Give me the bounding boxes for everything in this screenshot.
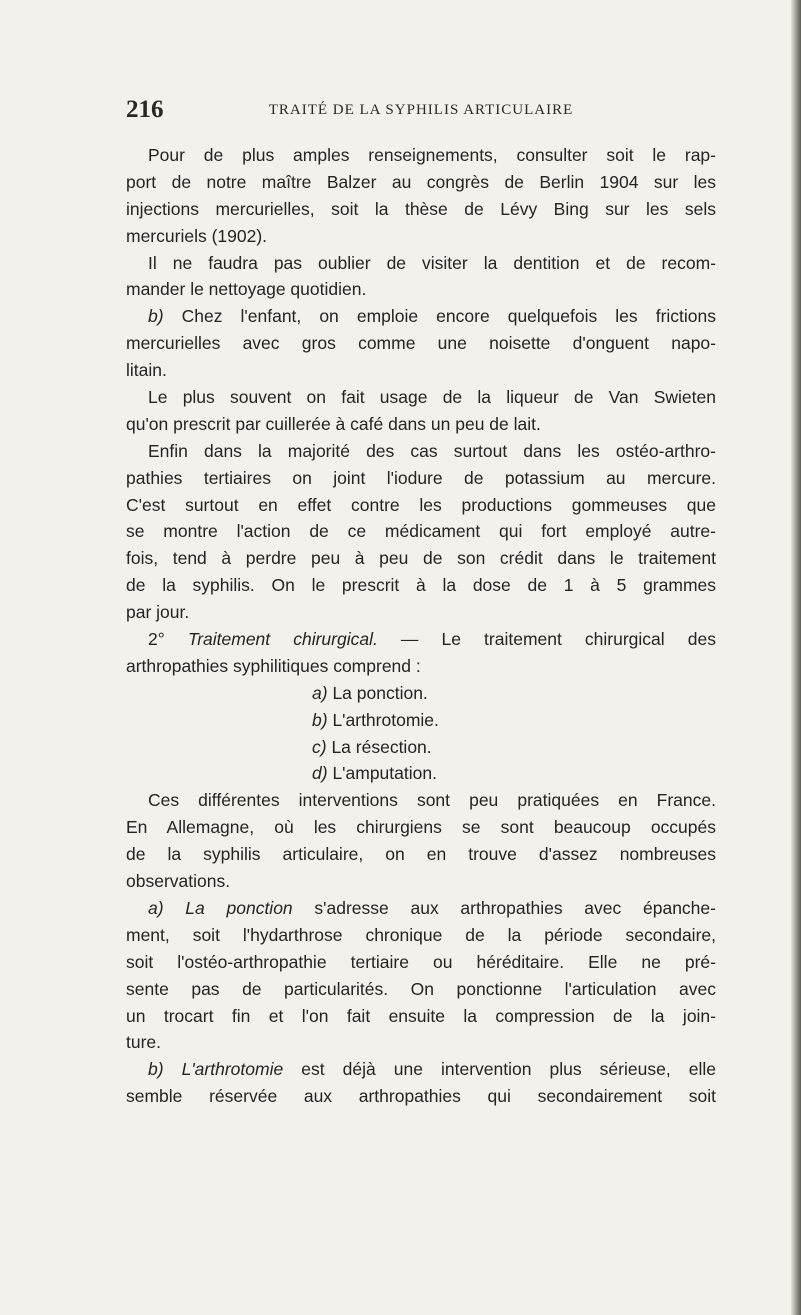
item-marker: b): [312, 709, 328, 730]
section-heading-line: [126, 626, 716, 653]
text-line: Enfin dans la majorité des cas surtout dans les ostéo-arthro-: [148, 440, 716, 461]
body-text: [126, 142, 716, 1110]
item-marker: b): [148, 306, 164, 327]
list-item-label: L'amputation.: [332, 763, 437, 784]
text-span: est déjà une intervention plus sérieuse, elle: [301, 1059, 716, 1080]
text-line: [126, 303, 716, 330]
subsection-title: a) La ponction: [148, 897, 293, 918]
text-span: — Le traitement chirurgical des: [400, 629, 716, 650]
text-line: semble réservée aux arthropathies qui secondairement soit: [126, 1086, 716, 1107]
page-header: [126, 96, 716, 126]
list-item: [126, 734, 716, 761]
page-edge-shadow: [791, 0, 801, 1315]
text-line: [126, 1056, 716, 1083]
text-line: Ces différentes interventions sont peu pratiquées en France.: [148, 790, 716, 811]
text-line: En Allemagne, où les chirurgiens se sont beaucoup occupés: [126, 817, 716, 838]
text-line: fois, tend à perdre peu à peu de son crédit dans le traitement: [126, 548, 716, 569]
list-item-label: L'arthrotomie.: [332, 709, 439, 730]
text-line: de la syphilis. On le prescrit à la dose de 1 à 5 grammes: [126, 575, 716, 596]
text-line: Il ne faudra pas oublier de visiter la dentition et de recom-: [148, 252, 716, 273]
page-number: 216: [126, 96, 164, 123]
text-line: Le plus souvent on fait usage de la liqueur de Van Swieten: [148, 387, 716, 408]
text-line: se montre l'action de ce médicament qui fort employé autre-: [126, 521, 716, 542]
item-marker: a): [312, 682, 328, 703]
text-line: par jour.: [126, 602, 190, 623]
list-item: [126, 760, 716, 787]
list-item: [126, 680, 716, 707]
text-line: injections mercurielles, soit la thèse de Lévy Bing sur les sels: [126, 198, 716, 219]
text-span: s'adresse aux arthropathies avec épanche-: [314, 897, 716, 918]
text-line: mercuriels (1902).: [126, 225, 268, 246]
text-line: de la syphilis articulaire, on en trouve d'assez nombreuses: [126, 844, 716, 865]
text-line: soit l'ostéo-arthropathie tertiaire ou héréditaire. Elle ne pré-: [126, 951, 716, 972]
running-title: TRAITÉ DE LA SYPHILIS ARTICULAIRE: [268, 102, 574, 118]
text-line: sente pas de particularités. On ponctionne l'articulation avec: [126, 978, 716, 999]
item-marker: c): [312, 736, 327, 757]
text-line: un trocart fin et l'on fait ensuite la compression de la join-: [126, 1005, 716, 1026]
text-line: litain.: [126, 360, 167, 381]
text-line: Pour de plus amples renseignements, consulter soit le rap-: [148, 145, 716, 165]
item-marker: d): [312, 763, 328, 784]
text-line: ment, soit l'hydarthrose chronique de la période secondaire,: [126, 924, 716, 945]
text-line: arthropathies syphilitiques comprend :: [126, 655, 421, 676]
list-item-label: La ponction.: [332, 682, 428, 703]
text-line: qu'on prescrit par cuillerée à café dans un peu de lait.: [126, 413, 541, 434]
text-line: observations.: [126, 871, 231, 892]
text-line: C'est surtout en effet contre les productions gommeuses que: [126, 494, 716, 515]
text-line: pathies tertiaires on joint l'iodure de potassium au mercure.: [126, 467, 716, 488]
list-item: [126, 707, 716, 734]
text-line: ture.: [126, 1032, 162, 1053]
text-line: [126, 895, 716, 922]
text-line: mercurielles avec gros comme une noisette d'onguent napo-: [126, 333, 716, 354]
text-line: mander le nettoyage quotidien.: [126, 279, 367, 300]
text-line: port de notre maître Balzer au congrès de Berlin 1904 sur les: [126, 171, 716, 192]
subsection-title: b) L'arthrotomie: [148, 1059, 284, 1080]
text-span: Chez l'enfant, on emploie encore quelquefois les frictions: [181, 306, 716, 327]
section-title: Traitement chirurgical.: [187, 629, 378, 650]
list-item-label: La résection.: [331, 736, 432, 757]
section-number: 2°: [148, 629, 188, 650]
